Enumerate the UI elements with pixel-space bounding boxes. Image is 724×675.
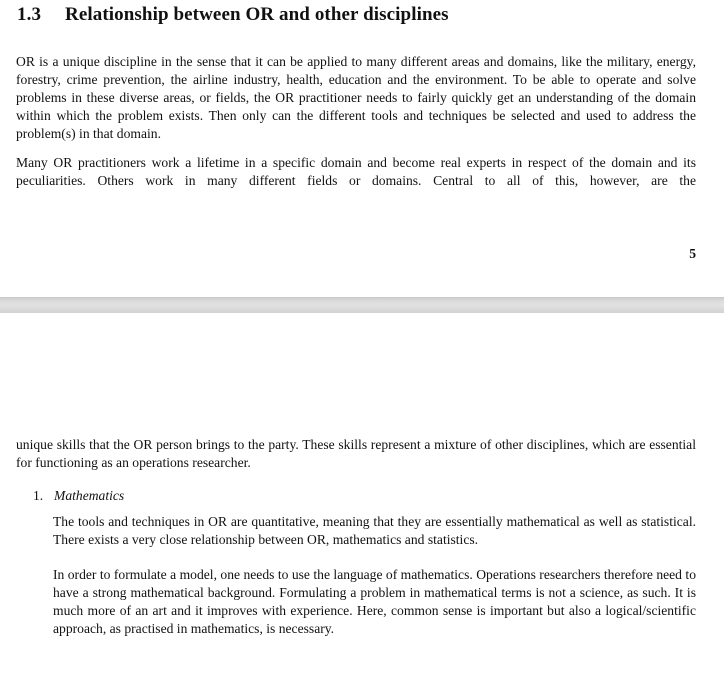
page-5 [0, 0, 724, 297]
paragraph-intro: OR is a unique discipline in the sense that it can be applied to many different areas and domains, like the military, energy, forestry, crime prevention, the airline industry, health, education and the environment. To be able to operate and solve problems in these diverse areas, or fields, the OR practitioner needs to fairly quickly get an understanding of the domain within which the problem exists. Then only can the different tools and techniques be selected and used to address the problem(s) in that domain. [16, 54, 696, 141]
mathematics-paragraph-quantitative: The tools and techniques in OR are quantitative, meaning that they are essentially mathematical as well as statistical. There exists a very close relationship between OR, mathematics and statistics. [53, 514, 696, 547]
list-item-mathematics [33, 487, 696, 505]
mathematics-paragraph-formulation: In order to formulate a model, one needs to use the language of mathematics. Operations researchers therefore need to have a strong mathematical background. Formulating a problem in mathematical terms is not a science, as such. It is much more of an art and it improves with experience. Here, common sense is important but also a logical/scientific approach, as practised in mathematics, is necessary. [53, 567, 696, 636]
paragraph-skills: unique skills that the OR person brings to the party. These skills represent a mixture of other disciplines, which are essential for functioning as an operations researcher. [16, 437, 696, 470]
disciplines-list [33, 487, 696, 636]
section-number: 1.3 [17, 4, 42, 25]
page-separator [0, 297, 724, 313]
page-number: 5 [689, 246, 696, 261]
paragraph-practitioners: Many OR practitioners work a lifetime in a specific domain and become real experts in respect of the domain and its peculiarities. Others work in many different fields or domains. Central to all of this, however, are the [16, 155, 696, 188]
list-item-title: Mathematics [54, 488, 125, 503]
section-heading [17, 4, 449, 26]
list-item-number: 1. [33, 488, 44, 503]
section-title: Relationship between OR and other disciplines [65, 4, 449, 25]
